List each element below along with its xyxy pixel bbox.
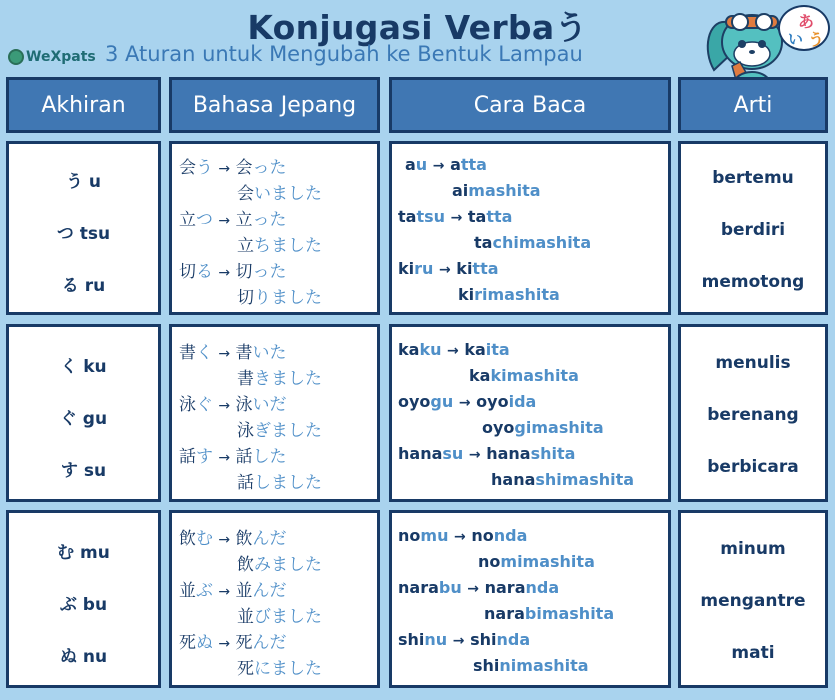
akhiran-cell-1	[6, 141, 161, 315]
bahasa-jepang-cell-1	[169, 141, 380, 315]
reading-line: narabimashita	[484, 604, 615, 623]
globe-icon	[8, 49, 24, 65]
arti-item: minum	[720, 539, 786, 559]
akhiran-item: ぶ bu	[59, 595, 108, 615]
conjugation-line: 並ぶ → 並んだ	[179, 581, 287, 601]
logo-text: WeXpats	[26, 49, 96, 65]
cara-baca-cell-2	[389, 324, 671, 502]
akhiran-item: く ku	[60, 357, 107, 377]
reading-line: kaku → kaita	[398, 340, 510, 359]
conjugation-line: 死ぬ → 死んだ	[179, 633, 287, 653]
conjugation-line: 立つ → 立った	[179, 210, 287, 230]
akhiran-item: む mu	[57, 543, 110, 563]
arti-item: bertemu	[712, 168, 794, 188]
akhiran-item: す su	[60, 461, 107, 481]
header-cara-baca: Cara Baca	[389, 77, 671, 133]
conjugation-line: 話しました	[237, 473, 322, 493]
reading-line: kakimashita	[469, 366, 579, 385]
akhiran-item: つ tsu	[56, 224, 111, 244]
conjugation-line: 会う → 会った	[179, 158, 287, 178]
badge-char-u: う	[808, 30, 825, 49]
arti-item: menulis	[715, 353, 791, 373]
akhiran-item: う u	[65, 172, 102, 192]
conjugation-line: 並びました	[237, 607, 322, 627]
reading-line: oyogimashita	[482, 418, 604, 437]
conjugation-line: 立ちました	[237, 236, 322, 256]
arti-item: memotong	[701, 272, 805, 292]
akhiran-cell-2	[6, 324, 161, 502]
reading-line: au → atta	[405, 155, 487, 174]
hiragana-badge	[778, 5, 830, 51]
conjugation-line: 泳ぐ → 泳いだ	[179, 395, 287, 415]
reading-line: aimashita	[452, 181, 541, 200]
conjugation-line: 会いました	[237, 184, 322, 204]
arti-item: mengantre	[700, 591, 806, 611]
arti-cell-3	[678, 510, 828, 688]
conjugation-line: 切りました	[237, 288, 322, 308]
reading-line: nomimashita	[478, 552, 595, 571]
reading-line: nomu → nonda	[398, 526, 528, 545]
arti-item: berdiri	[720, 220, 786, 240]
conjugation-line: 書く → 書いた	[179, 343, 287, 363]
reading-line: hanashimashita	[491, 470, 635, 489]
conjugation-line: 泳ぎました	[237, 421, 322, 441]
arti-item: berenang	[707, 405, 799, 425]
arti-item: mati	[731, 643, 775, 663]
arti-cell-1	[678, 141, 828, 315]
wexpats-logo	[8, 49, 96, 65]
reading-line: oyogu → oyoida	[398, 392, 537, 411]
reading-line: tachimashita	[474, 233, 592, 252]
cara-baca-cell-1	[389, 141, 671, 315]
reading-line: kirimashita	[458, 285, 560, 304]
page-title: Konjugasi Verbaう	[247, 8, 588, 47]
page-subtitle: 3 Aturan untuk Mengubah ke Bentuk Lampau	[105, 42, 583, 66]
header-arti: Arti	[678, 77, 828, 133]
reading-line: kiru → kitta	[398, 259, 499, 278]
bahasa-jepang-cell-3	[169, 510, 380, 688]
bahasa-jepang-cell-2	[169, 324, 380, 502]
header-akhiran: Akhiran	[6, 77, 161, 133]
arti-item: berbicara	[707, 457, 799, 477]
badge-char-a: あ	[798, 12, 815, 31]
reading-line: shinu → shinda	[398, 630, 531, 649]
akhiran-item: ぬ nu	[59, 647, 108, 667]
conjugation-line: 飲みました	[237, 555, 322, 575]
akhiran-cell-3	[6, 510, 161, 688]
akhiran-item: ぐ gu	[59, 409, 108, 429]
conjugation-line: 話す → 話した	[179, 447, 287, 467]
conjugation-line: 死にました	[237, 659, 322, 679]
conjugation-line: 飲む → 飲んだ	[179, 529, 287, 549]
header-bahasa-jepang: Bahasa Jepang	[169, 77, 380, 133]
reading-line: hanasu → hanashita	[398, 444, 576, 463]
conjugation-line: 切る → 切った	[179, 262, 287, 282]
badge-char-i: い	[788, 30, 804, 48]
reading-line: shinimashita	[473, 656, 589, 675]
reading-line: narabu → naranda	[398, 578, 560, 597]
arti-cell-2	[678, 324, 828, 502]
reading-line: tatsu → tatta	[398, 207, 513, 226]
cara-baca-cell-3	[389, 510, 671, 688]
akhiran-item: る ru	[61, 276, 106, 296]
conjugation-line: 書きました	[237, 369, 322, 389]
